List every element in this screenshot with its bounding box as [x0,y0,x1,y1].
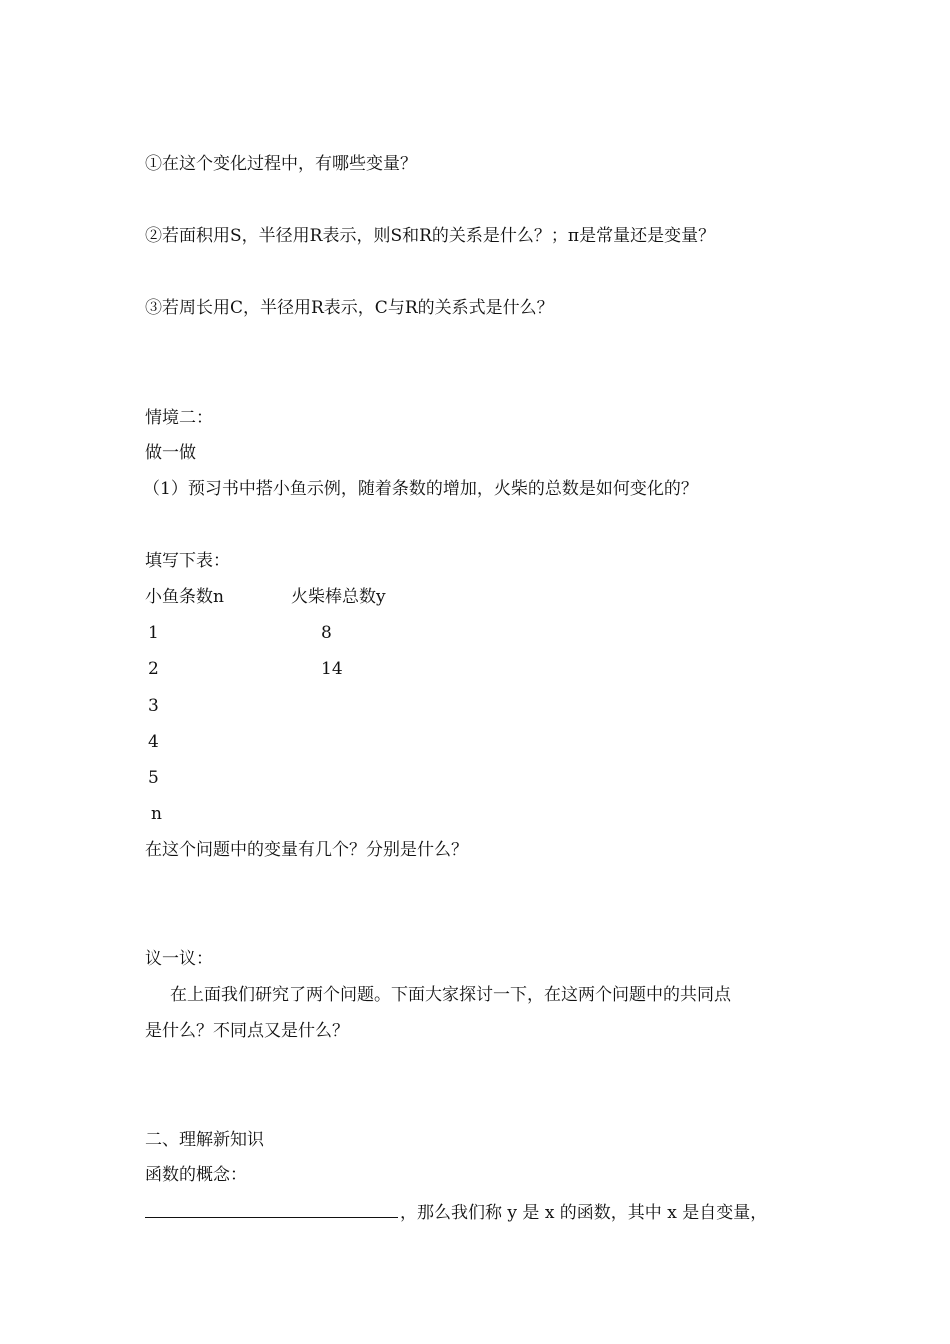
scenario-title: 情境二： [145,408,213,428]
section-title: 二、理解新知识 [145,1130,264,1150]
variables-question: 在这个问题中的变量有几个？分别是什么？ [145,840,468,860]
fill-table-label: 填写下表： [145,551,230,571]
concept-label: 函数的概念： [145,1165,247,1185]
question-1: ①在这个变化过程中，有哪些变量？ [145,154,417,174]
question-2: ②若面积用S，半径用R表示，则S和R的关系是什么？；π是常量还是变量？ [145,226,716,246]
scenario-question: （1）预习书中搭小鱼示例，随着条数的增加，火柴的总数是如何变化的？ [143,479,698,499]
table-cell-n: 3 [148,696,159,716]
table-cell-n: 5 [148,768,159,788]
fill-in-blank[interactable] [145,1199,398,1218]
scenario-subtitle: 做一做 [145,443,196,463]
table-cell-n: n [151,804,162,824]
table-cell-y: 8 [321,623,332,643]
table-cell-n: 1 [148,623,159,643]
discuss-line-1: 在上面我们研究了两个问题。下面大家探讨一下，在这两个问题中的共同点 [170,985,731,1005]
discuss-title: 议一议： [145,949,213,969]
table-header-y: 火柴棒总数y [291,587,386,607]
discuss-line-2: 是什么？不同点又是什么？ [145,1021,349,1041]
table-cell-n: 4 [148,732,159,752]
table-cell-y: 14 [321,659,343,679]
question-3: ③若周长用C，半径用R表示，C与R的关系式是什么？ [145,298,554,318]
definition-tail: ，那么我们称 y 是 x 的函数，其中 x 是自变量， [400,1203,768,1223]
definition-line [145,1199,767,1225]
table-header-n: 小鱼条数n [145,587,224,607]
table-cell-n: 2 [148,659,159,679]
